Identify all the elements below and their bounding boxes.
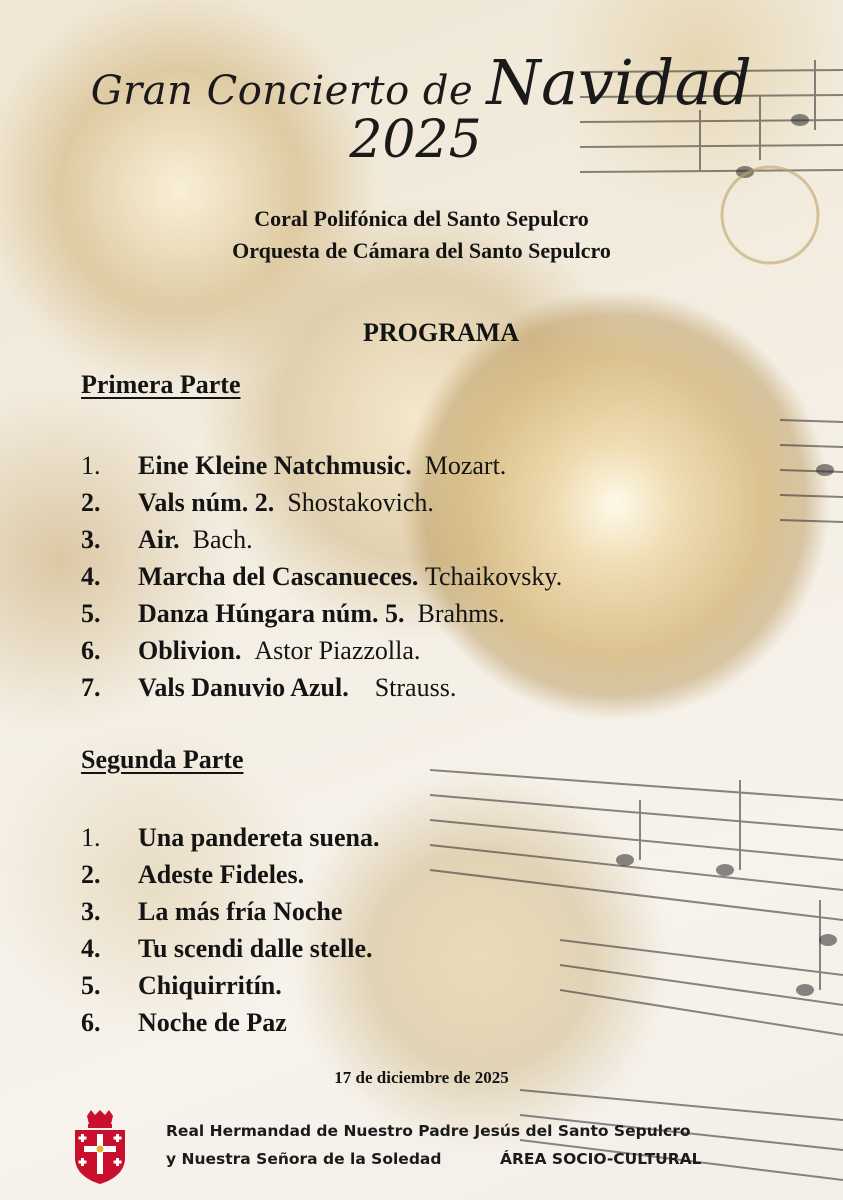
- list-item: [81, 967, 380, 1004]
- list-item: [81, 893, 380, 930]
- composer: Mozart.: [424, 451, 507, 480]
- concert-title-prefix: Gran Concierto de: [90, 68, 474, 114]
- item-number: 3.: [81, 525, 101, 554]
- composer: Bach.: [192, 525, 253, 554]
- ensemble-choir: Coral Polifónica del Santo Sepulcro: [254, 206, 589, 231]
- list-item: [81, 856, 380, 893]
- work-title: Una pandereta suena.: [138, 823, 380, 852]
- part-one-list: [81, 447, 562, 706]
- list-item: [81, 930, 380, 967]
- work-title: Vals núm. 2.: [138, 488, 275, 517]
- part-one-heading: Primera Parte: [81, 370, 241, 399]
- work-title: Adeste Fideles.: [138, 860, 305, 889]
- list-item: [81, 819, 380, 856]
- composer: Tchaikovsky.: [424, 562, 563, 591]
- item-number: 1.: [81, 823, 101, 852]
- concert-year: 2025: [349, 110, 482, 170]
- item-number: 5.: [81, 971, 101, 1000]
- item-number: 5.: [81, 599, 101, 628]
- work-title: Oblivion.: [138, 636, 242, 665]
- list-item: [81, 484, 562, 521]
- ensemble-orchestra: Orquesta de Cámara del Santo Sepulcro: [232, 238, 611, 263]
- item-number: 3.: [81, 897, 101, 926]
- program-heading: PROGRAMA: [363, 318, 519, 347]
- area-label: ÁREA SOCIO-CULTURAL: [500, 1150, 702, 1168]
- item-number: 6.: [81, 1008, 101, 1037]
- item-number: 2.: [81, 488, 101, 517]
- concert-title-navidad: Navidad: [486, 46, 753, 119]
- item-number: 4.: [81, 934, 101, 963]
- list-item: [81, 447, 562, 484]
- part-two-heading: Segunda Parte: [81, 745, 244, 774]
- list-item: [81, 1004, 380, 1041]
- work-title: Air.: [138, 525, 180, 554]
- work-title: Eine Kleine Natchmusic.: [138, 451, 412, 480]
- list-item: [81, 632, 562, 669]
- list-item: [81, 669, 562, 706]
- work-title: Marcha del Cascanueces.: [138, 562, 419, 591]
- list-item: [81, 521, 562, 558]
- work-title: Tu scendi dalle stelle.: [138, 934, 373, 963]
- work-title: Chiquirritín.: [138, 971, 282, 1000]
- work-title: Vals Danuvio Azul.: [138, 673, 349, 702]
- organization-line-1: Real Hermandad de Nuestro Padre Jesús del Santo Sepulcro: [166, 1122, 691, 1140]
- list-item: [81, 558, 562, 595]
- concert-date: 17 de diciembre de 2025: [334, 1068, 509, 1087]
- organization-line-2: y Nuestra Señora de la Soledad: [166, 1150, 442, 1168]
- item-number: 7.: [81, 673, 101, 702]
- concert-title: [0, 46, 843, 119]
- heraldic-crest-icon: [73, 1110, 127, 1184]
- item-number: 1.: [81, 451, 101, 480]
- item-number: 6.: [81, 636, 101, 665]
- item-number: 2.: [81, 860, 101, 889]
- item-number: 4.: [81, 562, 101, 591]
- list-item: [81, 595, 562, 632]
- composer: Strauss.: [374, 673, 457, 702]
- work-title: Noche de Paz: [138, 1008, 287, 1037]
- composer: Astor Piazzolla.: [254, 636, 421, 665]
- work-title: Danza Húngara núm. 5.: [138, 599, 405, 628]
- work-title: La más fría Noche: [138, 897, 343, 926]
- composer: Shostakovich.: [287, 488, 434, 517]
- composer: Brahms.: [417, 599, 505, 628]
- part-two-list: [81, 819, 380, 1041]
